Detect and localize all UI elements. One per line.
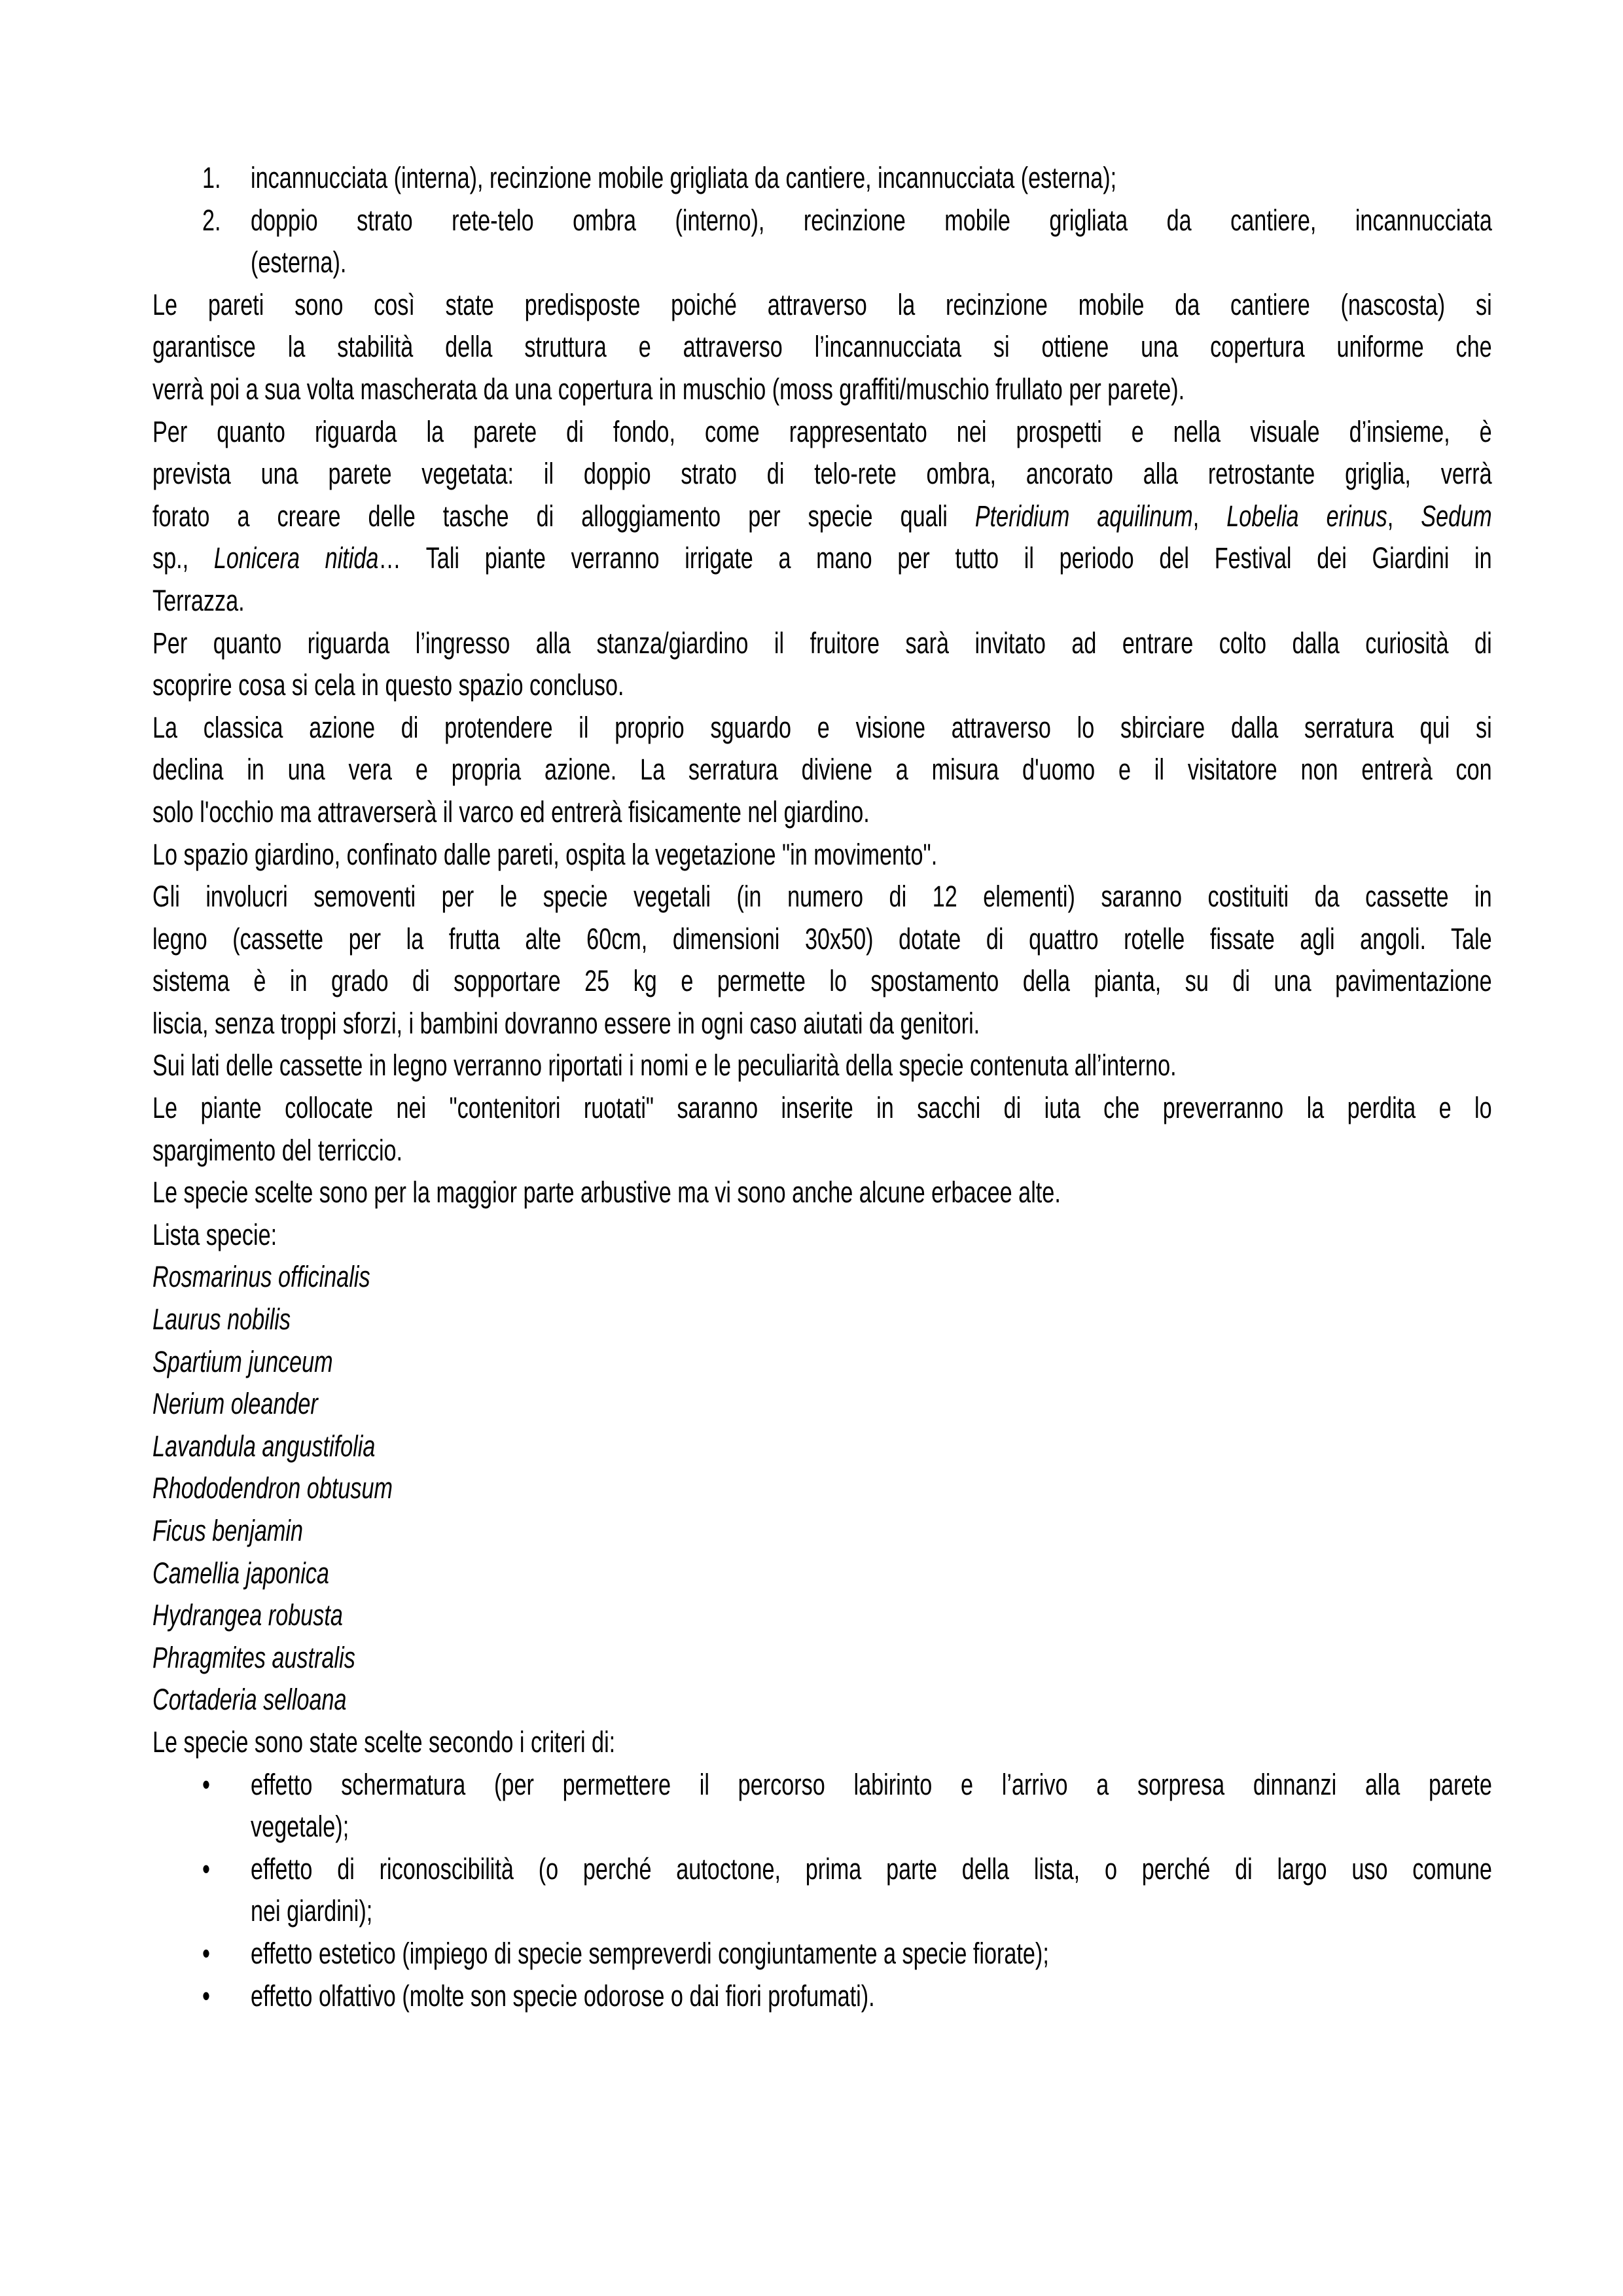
text-line: Lista specie: bbox=[152, 1217, 277, 1251]
text-line: Le piante collocate nei "contenitori ruotati" saranno inserite in sacchi di iuta che preverranno la perdita e lo bbox=[152, 1091, 1492, 1125]
text-line: garantisce la stabilità della struttura e attraverso l’incannucciata si ottiene una copertura uniforme che bbox=[152, 330, 1492, 364]
species-name: Ficus benjamin bbox=[152, 1514, 304, 1547]
text-line: effetto estetico (impiego di specie sempreverdi congiuntamente a specie fiorate); bbox=[251, 1936, 1049, 1970]
text-line: (esterna). bbox=[251, 245, 347, 279]
species-name: Rosmarinus officinalis bbox=[152, 1260, 370, 1294]
text-line: nei giardini); bbox=[251, 1894, 373, 1928]
list-item-body bbox=[251, 1764, 1492, 1848]
text-line: solo l'occhio ma attraverserà il varco ed entrerà fisicamente nel giardino. bbox=[152, 795, 870, 829]
species-name: Spartium junceum bbox=[152, 1344, 333, 1378]
text-line: Le specie sono state scelte secondo i criteri di: bbox=[152, 1725, 616, 1759]
paragraph-mobile-crates bbox=[152, 876, 1492, 1045]
text-line: spargimento del terriccio. bbox=[152, 1133, 403, 1167]
text-line: Sui lati delle cassette in legno verranno riportati i nomi e le peculiarità della specie contenuta all’interno. bbox=[152, 1049, 1177, 1083]
list-item-body bbox=[251, 200, 1492, 284]
species-name: Phragmites australis bbox=[152, 1640, 355, 1674]
bullet-icon: • bbox=[202, 1852, 210, 1886]
text-line: Le specie scelte sono per la maggior parte arbustive ma vi sono anche alcune erbacee alte. bbox=[152, 1175, 1061, 1210]
numbered-list-item-2 bbox=[152, 200, 1492, 284]
paragraph-entrance bbox=[152, 622, 1492, 707]
list-item-body bbox=[251, 1848, 1492, 1933]
bullet-item-recognizability bbox=[152, 1848, 1492, 1933]
paragraph-crate-labels bbox=[152, 1045, 1492, 1087]
species-name: Cortaderia selloana bbox=[152, 1683, 347, 1717]
text-line: Terrazza. bbox=[152, 583, 245, 617]
bullet-item-olfactory bbox=[152, 1975, 1492, 2018]
criteria-heading bbox=[152, 1721, 1492, 1764]
text-line: La classica azione di protendere il proprio sguardo e visione attraverso lo sbirciare dalla serratura qui si bbox=[152, 710, 1492, 744]
text-line: prevista una parete vegetata: il doppio strato di telo-rete ombra, ancorato alla retrostante griglia, verrà bbox=[152, 457, 1492, 491]
paragraph-keyhole bbox=[152, 707, 1492, 834]
text-line: liscia, senza troppi sforzi, i bambini dovranno essere in ogni caso aiutati da genitori. bbox=[152, 1006, 980, 1040]
species-name: Nerium oleander bbox=[152, 1387, 318, 1421]
text-line: Gli involucri semoventi per le specie vegetali (in numero di 12 elementi) saranno costituiti da cassette in bbox=[152, 880, 1492, 914]
text-line: effetto schermatura (per permettere il percorso labirinto e l’arrivo a sorpresa dinnanzi alla parete bbox=[251, 1767, 1492, 1801]
species-list bbox=[152, 1256, 1492, 1721]
paragraph-back-wall bbox=[152, 411, 1492, 622]
text-line: Per quanto riguarda la parete di fondo, come rappresentato nei prospetti e nella visuale d’insieme, è bbox=[152, 414, 1492, 448]
bullet-icon: • bbox=[202, 1936, 210, 1970]
list-number: 1. bbox=[202, 161, 221, 194]
list-number: 2. bbox=[202, 203, 221, 237]
species-name: Hydrangea robusta bbox=[152, 1598, 343, 1632]
paragraph-walls bbox=[152, 284, 1492, 411]
text-line: Per quanto riguarda l’ingresso alla stanza/giardino il fruitore sarà invitato ad entrare colto dalla curiosità di bbox=[152, 626, 1492, 660]
species-name: Lavandula angustifolia bbox=[152, 1429, 376, 1463]
text-line: forato a creare delle tasche di alloggiamento per specie quali Pteridium aquilinum, Lobelia erinus, Sedum bbox=[152, 499, 1492, 533]
text-line: vegetale); bbox=[251, 1810, 349, 1844]
text-line: effetto di riconoscibilità (o perché autoctone, prima parte della lista, o perché di largo uso comune bbox=[251, 1852, 1492, 1886]
species-list-heading bbox=[152, 1214, 1492, 1257]
list-item-body bbox=[251, 157, 1492, 200]
bullet-icon: • bbox=[202, 1767, 210, 1801]
paragraph-jute-bags bbox=[152, 1087, 1492, 1172]
text-line: Lo spazio giardino, confinato dalle pareti, ospita la vegetazione "in movimento". bbox=[152, 837, 938, 871]
species-name: Rhododendron obtusum bbox=[152, 1471, 393, 1505]
bullet-item-aesthetic bbox=[152, 1933, 1492, 1975]
species-name: Laurus nobilis bbox=[152, 1302, 291, 1336]
text-line: verrà poi a sua volta mascherata da una copertura in muschio (moss graffiti/muschio frullato per parete). bbox=[152, 372, 1185, 406]
text-line: scoprire cosa si cela in questo spazio concluso. bbox=[152, 668, 624, 702]
text-line: Le pareti sono così state predisposte poiché attraverso la recinzione mobile da cantiere (nascosta) si bbox=[152, 287, 1492, 321]
document-content bbox=[152, 157, 1492, 2017]
text-line: doppio strato rete-telo ombra (interno), recinzione mobile grigliata da cantiere, incannucciata bbox=[251, 203, 1492, 237]
paragraph-species-intro bbox=[152, 1172, 1492, 1214]
list-item-body bbox=[251, 1975, 1492, 2018]
numbered-list-item-1 bbox=[152, 157, 1492, 200]
text-line: declina in una vera e propria azione. La serratura diviene a misura d'uomo e il visitatore non entrerà con bbox=[152, 753, 1492, 787]
paragraph-garden-space bbox=[152, 834, 1492, 876]
species-name: Camellia japonica bbox=[152, 1556, 329, 1590]
text-line: sistema è in grado di sopportare 25 kg e permette lo spostamento della pianta, su di una pavimentazione bbox=[152, 964, 1492, 998]
text-line: legno (cassette per la frutta alte 60cm, dimensioni 30x50) dotate di quattro rotelle fissate agli angoli. Tale bbox=[152, 922, 1492, 956]
text-line: incannucciata (interna), recinzione mobile grigliata da cantiere, incannucciata (esterna); bbox=[251, 161, 1117, 194]
bullet-item-screening bbox=[152, 1764, 1492, 1848]
text-line: effetto olfattivo (molte son specie odorose o dai fiori profumati). bbox=[251, 1979, 875, 2013]
list-item-body bbox=[251, 1933, 1492, 1975]
bullet-icon: • bbox=[202, 1979, 210, 2013]
text-line: sp., Lonicera nitida… Tali piante verranno irrigate a mano per tutto il periodo del Festival dei Giardini in bbox=[152, 541, 1492, 575]
